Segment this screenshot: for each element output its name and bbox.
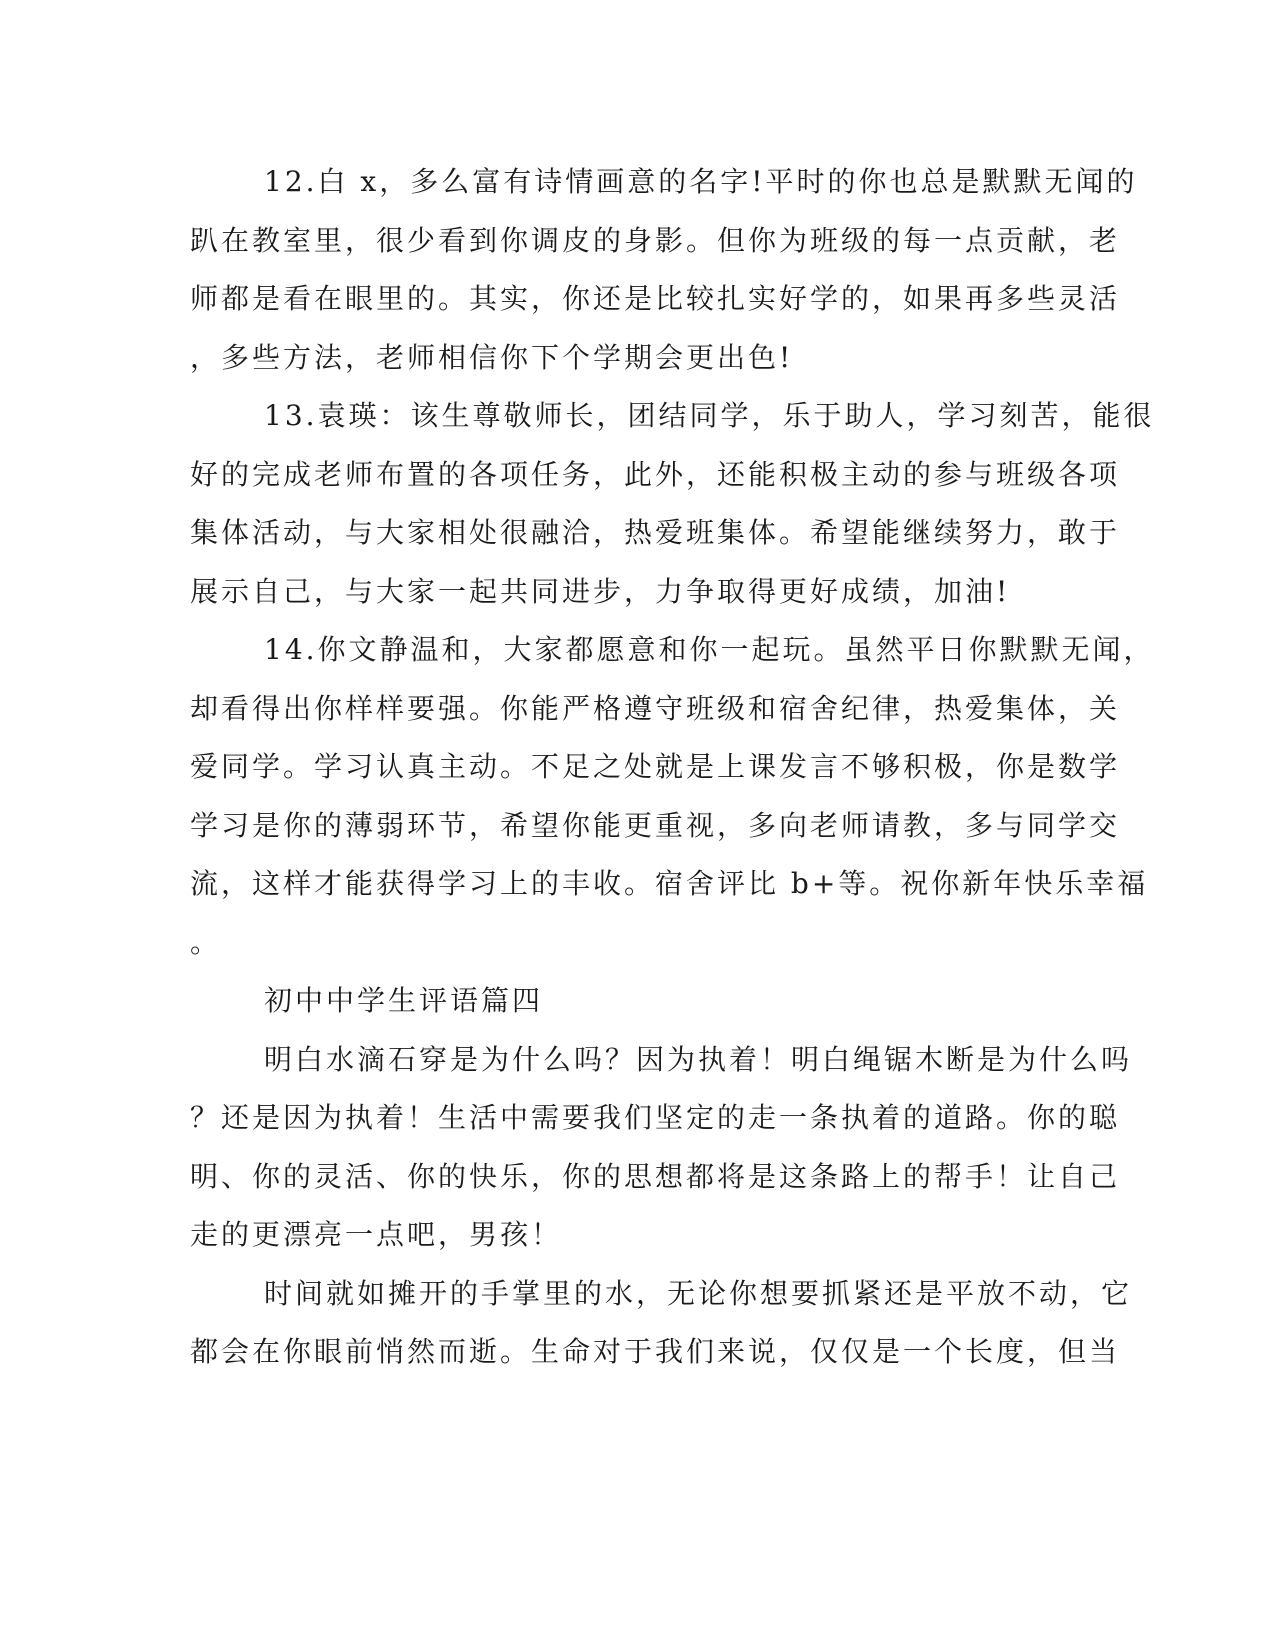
paragraph-14-line-6: 。 xyxy=(190,926,222,959)
paragraph-13-line-3: 集体活动，与大家相处很融洽，热爱班集体。希望能继续努力，敢于 xyxy=(190,516,1121,549)
paragraph-12-line-2: 趴在教室里，很少看到你调皮的身影。但你为班级的每一点贡献，老 xyxy=(190,224,1121,257)
paragraph-4b-line-1: 时间就如摊开的手掌里的水，无论你想要抓紧还是平放不动，它 xyxy=(264,1277,1133,1310)
paragraph-4a-line-4: 走的更漂亮一点吧，男孩！ xyxy=(190,1218,563,1251)
paragraph-14-line-2: 却看得出你样样要强。你能严格遵守班级和宿舍纪律，热爱集体，关 xyxy=(190,692,1121,725)
paragraph-13-line-1: 13.袁瑛：该生尊敬师长，团结同学，乐于助人，学习刻苦，能很 xyxy=(264,399,1155,432)
paragraph-13-line-2: 好的完成老师布置的各项任务，此外，还能积极主动的参与班级各项 xyxy=(190,458,1121,491)
paragraph-14-line-5: 流，这样才能获得学习上的丰收。宿舍评比 b+等。祝你新年快乐幸福 xyxy=(190,867,1149,900)
paragraph-4a-line-1: 明白水滴石穿是为什么吗？因为执着！明白绳锯木断是为什么吗 xyxy=(264,1043,1133,1076)
paragraph-13-line-4: 展示自己，与大家一起共同进步，力争取得更好成绩，加油! xyxy=(190,575,1011,608)
paragraph-14-line-1: 14.你文静温和，大家都愿意和你一起玩。虽然平日你默默无闻， xyxy=(264,633,1155,666)
paragraph-12-line-4: ，多些方法，老师相信你下个学期会更出色! xyxy=(190,341,794,374)
paragraph-4a-line-2: ？还是因为执着！生活中需要我们坚定的走一条执着的道路。你的聪 xyxy=(190,1101,1121,1134)
paragraph-4b-line-2: 都会在你眼前悄然而逝。生命对于我们来说，仅仅是一个长度，但当 xyxy=(190,1335,1121,1368)
paragraph-12-line-1: 12.白 x，多么富有诗情画意的名字!平时的你也总是默默无闻的 xyxy=(264,165,1138,198)
paragraph-14-line-4: 学习是你的薄弱环节，希望你能更重视，多向老师请教，多与同学交 xyxy=(190,809,1121,842)
paragraph-14-line-3: 爱同学。学习认真主动。不足之处就是上课发言不够积极，你是数学 xyxy=(190,750,1121,783)
paragraph-12-line-3: 师都是看在眼里的。其实，你还是比较扎实好学的，如果再多些灵活 xyxy=(190,282,1121,315)
paragraph-4a-line-3: 明、你的灵活、你的快乐，你的思想都将是这条路上的帮手！让自己 xyxy=(190,1160,1121,1193)
section-heading: 初中中学生评语篇四 xyxy=(264,984,544,1017)
